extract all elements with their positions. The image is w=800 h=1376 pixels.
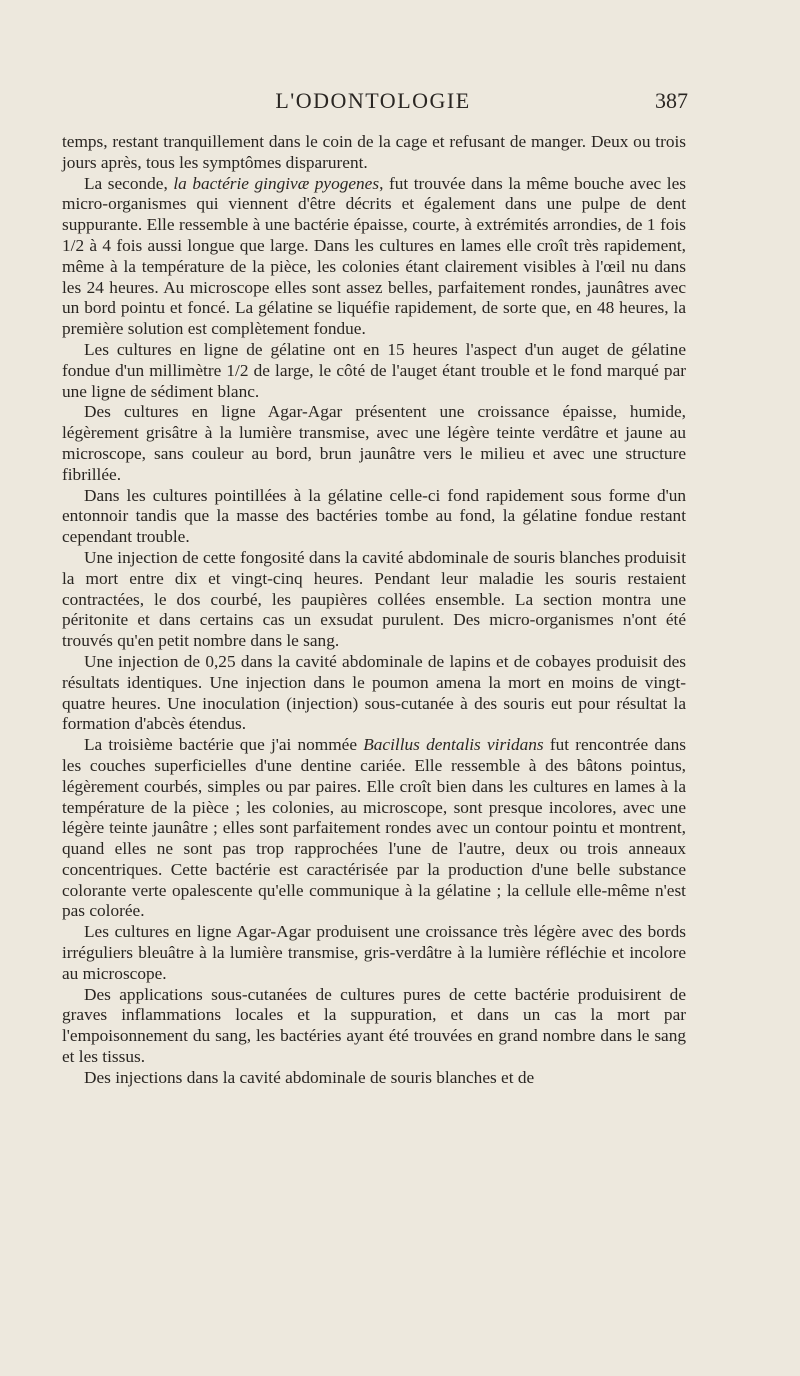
paragraph-2-lead: La seconde, bbox=[84, 173, 174, 193]
paragraph-3: Les cultures en ligne de gélatine ont en 15 heures l'aspect d'un auget de gélatine fondue d'un millimètre 1/2 de large, le côté de l'auget étant trouble et le fond marqué par une ligne de sédiment blanc. bbox=[62, 339, 686, 401]
page-number: 387 bbox=[655, 88, 688, 113]
paragraph-9: Les cultures en ligne Agar-Agar produisent une croissance très légère avec des bords irréguliers bleuâtre à la lumière transmise, gris-verdâtre à la lumière réfléchie et incolore au microscope. bbox=[62, 922, 686, 983]
paragraph-5: Dans les cultures pointillées à la gélatine celle-ci fond rapidement sous forme d'un entonnoir tandis que la masse des bactéries tombe au fond, la gélatine fondue restant cependant trouble. bbox=[62, 485, 686, 547]
paragraph-6: Une injection de cette fongosité dans la cavité abdominale de souris blanches produisit la mort entre dix et vingt-cinq heures. Pendant leur maladie les souris restaient contractées, le dos courbé, les paupières collées ensemble. La section montra une péritonite et dans certains cas un exsudat purulent. Des micro-organismes n'ont été trouvés qu'en petit nombre dans le sang. bbox=[62, 547, 686, 651]
body-text bbox=[62, 132, 686, 1089]
paragraph-8-lead: La troisième bactérie que j'ai nommée bbox=[84, 735, 364, 755]
paragraph-4: Des cultures en ligne Agar-Agar présentent une croissance épaisse, humide, légèrement grisâtre à la lumière transmise, avec une légère teinte verdâtre et jaune au microscope, sans couleur au bord, brun jaunâtre vers le milieu et avec une structure fibrillée. bbox=[62, 402, 686, 484]
paragraph-8-rest: fut rencontrée dans les couches superficielles d'une dentine cariée. Elle ressemble à des bâtons pointus, légèrement courbés, simples ou par paires. Elle croît bien dans les cultures en lames à la température de la pièce ; les colonies, au microscope, sont presque incolores, avec une légère teinte jaunâtre ; elles sont parfaitement rondes avec un contour pointu et montrent, quand elles ne sont pas trop rapprochées l'une de l'autre, deux ou trois anneaux concentriques. Cette bactérie est caractérisée par la production d'une belle substance colorante verte opalescente qu'elle communique à la gélatine ; la cellule elle-même n'est pas colorée. bbox=[62, 735, 686, 921]
paragraph-10: Des applications sous-cutanées de cultures pures de cette bactérie produisirent de graves inflammations locales et la suppuration, et dans un cas la mort par l'empoisonnement du sang, les bactéries ayant été trouvées en grand nombre dans le sang et les tissus. bbox=[62, 984, 686, 1067]
paragraph-11: Des injections dans la cavité abdominale de souris blanches et de bbox=[84, 1067, 535, 1087]
species-name-viridans: Bacillus dentalis viridans bbox=[363, 735, 544, 755]
paragraph-2 bbox=[62, 174, 686, 340]
paragraph-7: Une injection de 0,25 dans la cavité abdominale de lapins et de cobayes produisit des résultats identiques. Une injection dans le poumon amena la mort en moins de vingt-quatre heures. Une inoculation (injection) sous-cutanée à des souris eut pour résultat la formation d'abcès étendus. bbox=[62, 651, 686, 734]
running-title: L'ODONTOLOGIE bbox=[275, 88, 471, 113]
paragraph-2-rest: , fut trouvée dans la même bouche avec les micro-organismes qui viennent d'être décrits et également dans une pulpe de dent suppurante. Elle ressemble à une bactérie épaisse, courte, à extrémités arrondies, de 1 fois 1/2 à 4 fois aussi longue que large. Dans les cultures en lames elle croît très rapidement, même à la température de la pièce, les colonies étant clairement visibles à l'œil nu dans les 24 heures. Au microscope elles sont assez belles, parfaitement rondes, jaunâtres avec un bord pointu et foncé. La gélatine se liquéfie rapidement, de sorte que, en 48 heures, la première solution est complètement fondue. bbox=[62, 173, 686, 339]
species-name-gingivae: la bactérie gingivæ pyogenes bbox=[173, 173, 380, 193]
paragraph-8 bbox=[62, 735, 686, 922]
running-head bbox=[58, 86, 688, 120]
paragraph-1: temps, restant tranquillement dans le coin de la cage et refusant de manger. Deux ou trois jours après, tous les symptômes disparurent. bbox=[62, 132, 686, 172]
